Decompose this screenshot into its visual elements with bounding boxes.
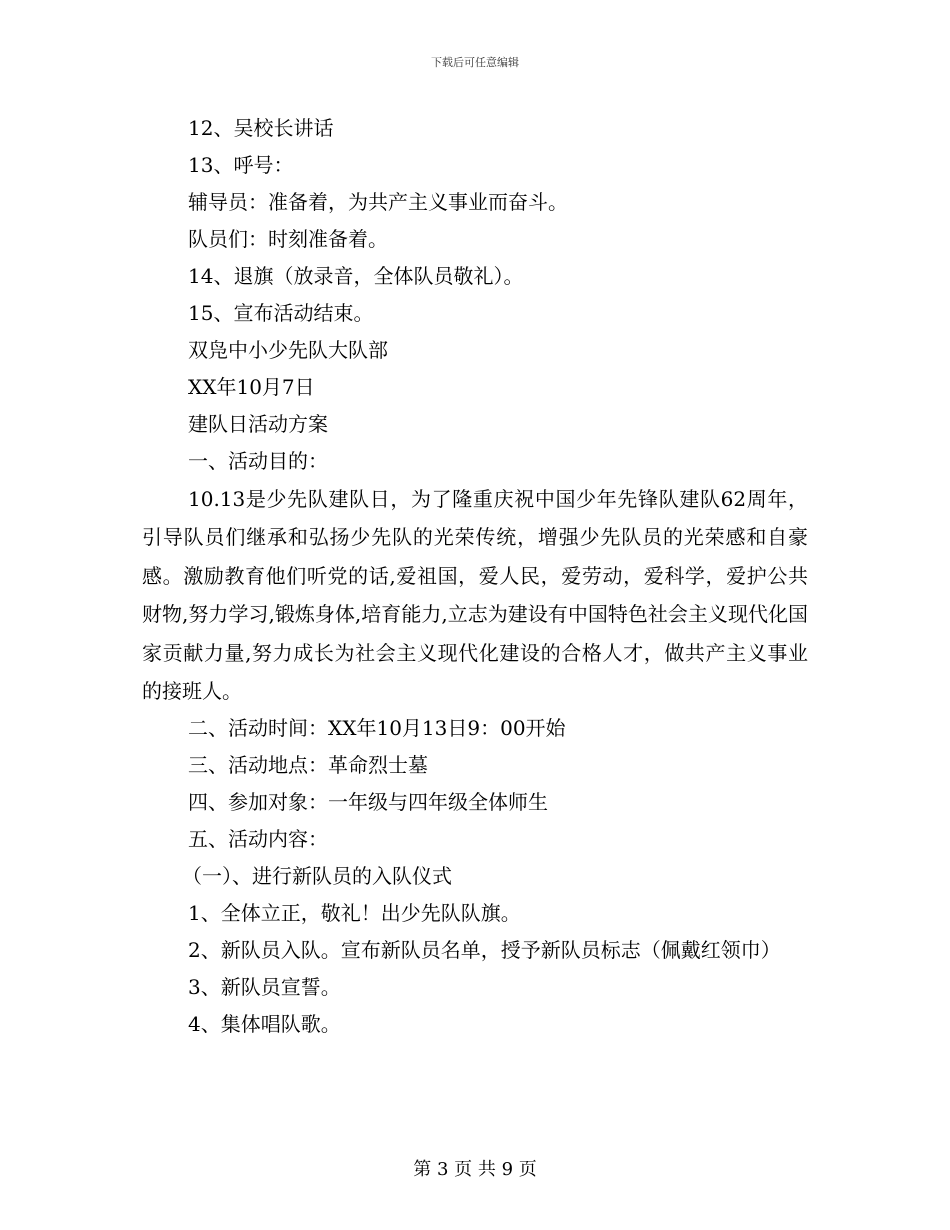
participants: 四、参加对象：一年级与四年级全体师生 [188, 790, 548, 815]
activity-time: 二、活动时间：XX年10月13日9：00开始 [188, 716, 566, 741]
section-purpose-heading: 一、活动目的： [188, 449, 328, 473]
item-15: 15、宣布活动结束。 [188, 301, 374, 325]
item-13: 13、呼号： [188, 153, 294, 177]
plan-title: 建队日活动方案 [188, 412, 328, 436]
document-date: XX年10月7日 [188, 375, 315, 399]
purpose-paragraph: 10.13是少先队建队日，为了隆重庆祝中国少年先锋队建队62周年，引导队员们继承和弘扬少先队的光荣传统，增强少先队员的光荣感和自豪感。激励教育他们听党的话,爱祖国，爱人民，爱劳动，爱科学，爱护公共财物,努力学习,锻炼身体,培育能力,立志为建设有中国特色社会主义现代化国家贡献力量,努力成长为社会主义现代化建设的合格人才，做共产主义事业的接班人。 [142, 487, 808, 704]
document-body [142, 110, 808, 1043]
organization-name: 双凫中小少先队大队部 [188, 338, 388, 362]
item-14: 14、退旗（放录音，全体队员敬礼）。 [188, 264, 524, 288]
header-note: 下载后可任意编辑 [431, 56, 519, 69]
slogan-members: 队员们：时刻准备着。 [188, 227, 388, 251]
step-1: 1、全体立正，敬礼！出少先队队旗。 [188, 901, 521, 926]
activity-location: 三、活动地点：革命烈士墓 [188, 753, 428, 778]
section-content-heading: 五、活动内容： [188, 827, 328, 852]
item-12: 12、吴校长讲话 [188, 116, 334, 140]
subsection-induction: （一）、进行新队员的入队仪式 [182, 864, 452, 889]
slogan-counselor: 辅导员：准备着，为共产主义事业而奋斗。 [188, 190, 568, 214]
step-4: 4、集体唱队歌。 [188, 1012, 341, 1037]
step-2: 2、新队员入队。宣布新队员名单，授予新队员标志（佩戴红领巾） [188, 938, 781, 963]
page-number: 第 3 页 共 9 页 [413, 1159, 537, 1180]
step-3: 3、新队员宣誓。 [188, 975, 341, 1000]
